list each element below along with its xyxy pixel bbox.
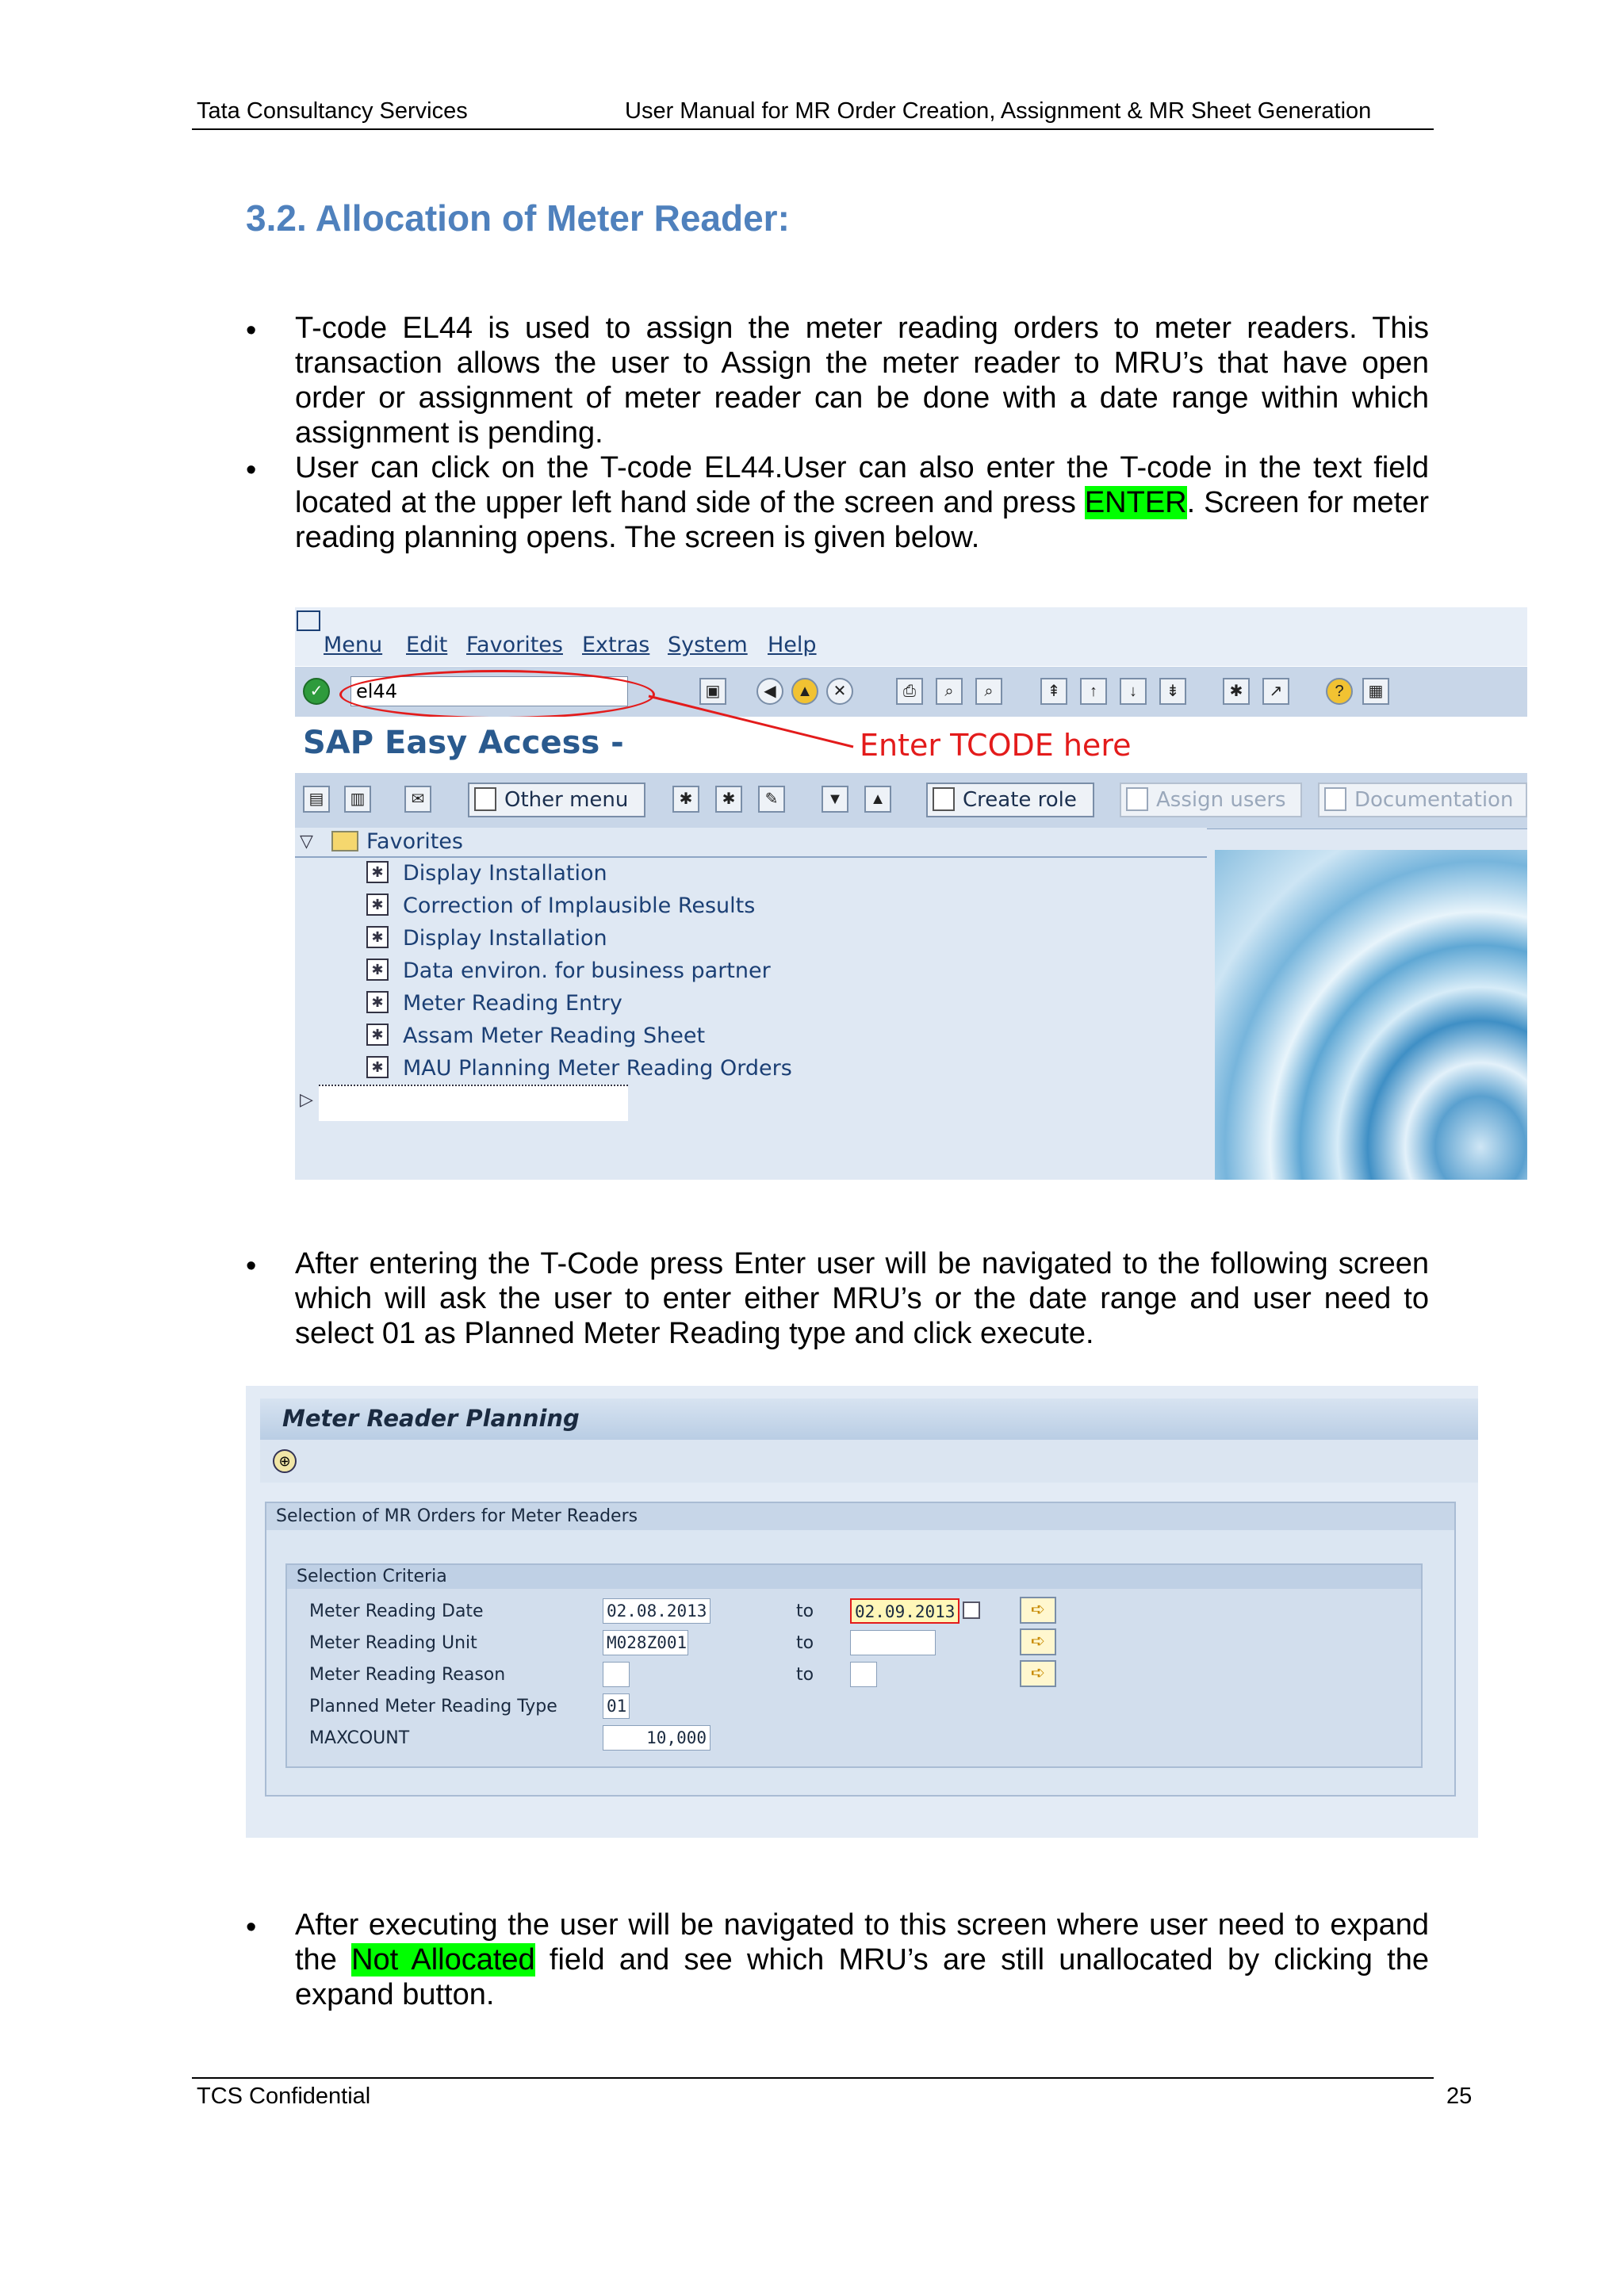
footer-confidential: TCS Confidential: [197, 2084, 371, 2109]
selection-criteria-box: [285, 1563, 1423, 1768]
create-role-button[interactable]: Create role: [926, 783, 1094, 817]
water-ripple-image: [1215, 850, 1527, 1180]
meter-reading-unit-from[interactable]: M028Z001: [603, 1630, 688, 1655]
to-label: to: [796, 1633, 814, 1653]
sap-menu-icon[interactable]: ▥: [344, 786, 371, 813]
transaction-icon: ✱: [366, 1024, 389, 1046]
tree-item[interactable]: Meter Reading Entry: [403, 991, 622, 1016]
menu-extras[interactable]: Extras: [582, 633, 650, 657]
sap-easy-access-screenshot: [295, 607, 1527, 1180]
assign-users-button[interactable]: Assign users: [1120, 783, 1302, 817]
tree-item[interactable]: Data environ. for business partner: [403, 959, 771, 983]
tree-divider: [295, 856, 1207, 858]
planned-meter-reading-type-field[interactable]: 01: [603, 1693, 630, 1719]
execute-icon[interactable]: ⊕: [273, 1449, 297, 1473]
calendar-icon[interactable]: [963, 1601, 980, 1619]
tree-item[interactable]: Display Installation: [403, 926, 607, 951]
menu-system[interactable]: System: [668, 633, 748, 657]
menu-favorites[interactable]: Favorites: [466, 633, 563, 657]
multiple-selection-icon[interactable]: ➪: [1020, 1660, 1056, 1687]
selection-group: [265, 1502, 1456, 1797]
tree-item[interactable]: Correction of Implausible Results: [403, 894, 756, 918]
meter-reading-unit-to[interactable]: [850, 1630, 936, 1655]
help-icon[interactable]: ?: [1326, 678, 1353, 705]
transaction-icon: ✱: [366, 959, 389, 981]
sap-title: SAP Easy Access -: [303, 725, 624, 761]
paragraph-1: T-code EL44 is used to assign the meter reading orders to meter readers. This transaction allows the user to Assign the meter reader to MRU’s that have open order or assignment of meter reader can be done with a date range within which assignment is pending.: [295, 312, 1429, 450]
section-title: 3.2. Allocation of Meter Reader:: [246, 197, 790, 239]
menu-help[interactable]: Help: [768, 633, 817, 657]
meter-reading-date-to[interactable]: 02.09.2013: [850, 1598, 959, 1624]
move-down-icon[interactable]: ▼: [822, 786, 848, 813]
folder-icon: [331, 831, 358, 851]
previous-page-icon[interactable]: ↑: [1080, 678, 1107, 705]
transaction-icon: ✱: [366, 861, 389, 883]
tree-item[interactable]: Assam Meter Reading Sheet: [403, 1024, 706, 1048]
next-page-icon[interactable]: ↓: [1120, 678, 1147, 705]
business-workplace-icon[interactable]: ✉: [404, 786, 431, 813]
footer-rule: [192, 2077, 1434, 2079]
menu-edit[interactable]: Edit: [406, 633, 448, 657]
transaction-icon: ✱: [366, 991, 389, 1013]
highlight-not-allocated: Not Allocated: [351, 1943, 535, 1976]
maxcount-field[interactable]: 10,000: [603, 1725, 710, 1751]
meter-reading-reason-from[interactable]: [603, 1662, 630, 1687]
user-menu-icon[interactable]: ▤: [303, 786, 330, 813]
meter-reader-planning-screenshot: [246, 1386, 1478, 1838]
to-label: to: [796, 1601, 814, 1621]
print-icon[interactable]: ⎙: [896, 678, 923, 705]
label-planned-meter-reading-type: Planned Meter Reading Type: [309, 1697, 557, 1716]
command-field[interactable]: el44: [350, 676, 628, 706]
bullet-dot: •: [246, 1911, 257, 1944]
documentation-button[interactable]: Documentation: [1318, 783, 1527, 817]
paragraph-3: After entering the T-Code press Enter user will be navigated to the following screen which will ask the user to enter either MRU’s or the date range and user need to select 01 as Planned Meter Reading type and click execute.: [295, 1247, 1429, 1350]
header-rule: [192, 128, 1434, 130]
page-number: 25: [1446, 2084, 1473, 2109]
expand-icon[interactable]: ▷: [300, 1089, 313, 1109]
transaction-icon: ✱: [366, 894, 389, 916]
find-next-icon[interactable]: ⌕: [975, 678, 1002, 705]
label-maxcount: MAXCOUNT: [309, 1728, 410, 1748]
tree-item[interactable]: Display Installation: [403, 861, 607, 886]
layout-menu-icon[interactable]: ▦: [1362, 678, 1389, 705]
header-company: Tata Consultancy Services: [197, 98, 468, 124]
new-session-icon[interactable]: ✱: [1223, 678, 1250, 705]
transaction-icon: ✱: [366, 926, 389, 948]
multiple-selection-icon[interactable]: ➪: [1020, 1628, 1056, 1655]
add-favorite-icon[interactable]: ✱: [672, 786, 699, 813]
first-page-icon[interactable]: ⇞: [1040, 678, 1067, 705]
save-icon[interactable]: ▣: [699, 678, 726, 705]
application-toolbar: [260, 1440, 1478, 1483]
paragraph-2: User can click on the T-code EL44.User can also enter the T-code in the text field located at the upper left hand side of the screen and press ENTER. Screen for meter reading planning opens. The screen is given below.: [295, 451, 1429, 554]
bullet-dot: •: [246, 453, 257, 487]
meter-reading-reason-to[interactable]: [850, 1662, 877, 1687]
menu-menu[interactable]: Menu: [324, 633, 383, 657]
enter-check-icon[interactable]: ✓: [303, 678, 330, 705]
bullet-dot: •: [246, 314, 257, 347]
shortcut-icon[interactable]: ↗: [1262, 678, 1289, 705]
label-meter-reading-unit: Meter Reading Unit: [309, 1633, 477, 1653]
application-toolbar: [295, 772, 1527, 829]
delete-favorite-icon[interactable]: ✱: [715, 786, 742, 813]
navigation-tree: [295, 828, 1207, 1180]
label-meter-reading-date: Meter Reading Date: [309, 1601, 484, 1621]
multiple-selection-icon[interactable]: ➪: [1020, 1597, 1056, 1624]
find-icon[interactable]: ⌕: [936, 678, 963, 705]
exit-icon[interactable]: ▲: [791, 678, 818, 705]
screen-title: Meter Reader Planning: [282, 1405, 580, 1432]
transaction-icon: ✱: [366, 1056, 389, 1078]
tree-root-favorites[interactable]: Favorites: [366, 829, 463, 854]
back-icon[interactable]: ◀: [756, 678, 783, 705]
highlight-enter: ENTER: [1084, 486, 1187, 519]
paragraph-4: After executing the user will be navigated to this screen where user need to expand the Not Allocated field and see which MRU’s are still unallocated by clicking the expand button.: [295, 1908, 1429, 2011]
change-favorite-icon[interactable]: ✎: [758, 786, 785, 813]
header-manual-title: User Manual for MR Order Creation, Assignment & MR Sheet Generation: [625, 98, 1372, 124]
move-up-icon[interactable]: ▲: [864, 786, 891, 813]
sap-menu-node[interactable]: [319, 1085, 628, 1121]
label-meter-reading-reason: Meter Reading Reason: [309, 1665, 506, 1685]
bullet-dot: •: [246, 1249, 257, 1283]
tree-item[interactable]: MAU Planning Meter Reading Orders: [403, 1056, 792, 1081]
meter-reading-date-from[interactable]: 02.08.2013: [603, 1598, 710, 1624]
group-title: Selection of MR Orders for Meter Readers: [276, 1506, 638, 1526]
criteria-title: Selection Criteria: [297, 1567, 447, 1586]
last-page-icon[interactable]: ⇟: [1159, 678, 1186, 705]
annotation-text: Enter TCODE here: [860, 728, 1132, 763]
to-label: to: [796, 1665, 814, 1685]
criteria-header: [287, 1565, 1421, 1589]
cancel-icon[interactable]: ✕: [826, 678, 853, 705]
collapse-icon[interactable]: ▽: [300, 831, 313, 851]
other-menu-button[interactable]: Other menu: [468, 783, 645, 817]
